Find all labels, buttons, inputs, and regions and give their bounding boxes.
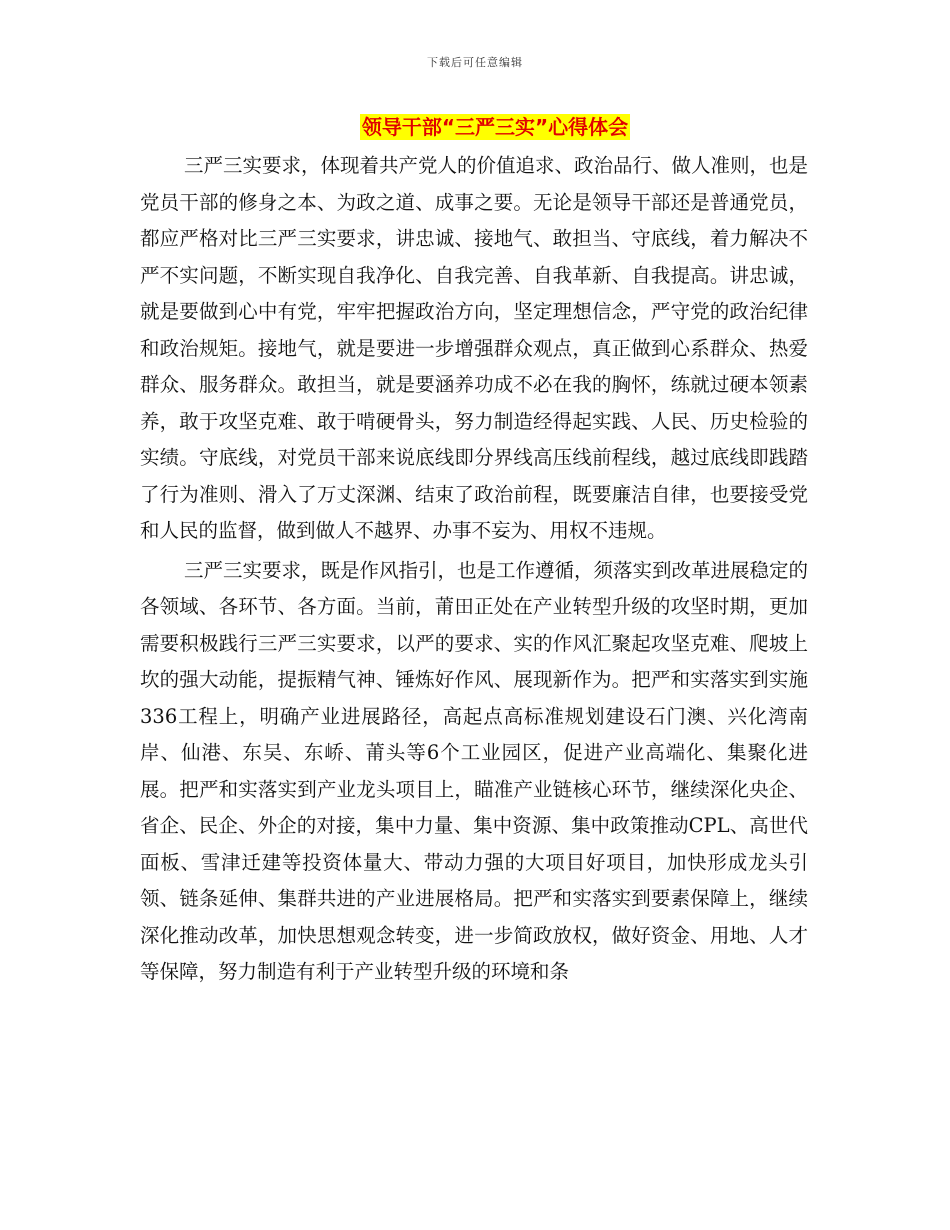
- header-note: 下载后可任意编辑: [427, 56, 523, 69]
- document-title: 领导干部“三严三实”心得体会: [361, 115, 629, 139]
- document-body: [140, 148, 808, 991]
- title-container: [0, 114, 950, 140]
- paragraph: 三严三实要求，体现着共产党人的价值追求、政治品行、做人准则，也是党员干部的修身之本、为政之道、成事之要。无论是领导干部还是普通党员，都应严格对比三严三实要求，讲忠诚、接地气、敢担当、守底线，着力解决不严不实问题，不断实现自我净化、自我完善、自我革新、自我提高。讲忠诚，就是要做到心中有党，牢牢把握政治方向，坚定理想信念，严守党的政治纪律和政治规矩。接地气，就是要进一步增强群众观点，真正做到心系群众、热爱群众、服务群众。敢担当，就是要涵养功成不必在我的胸怀，练就过硬本领素养，敢于攻坚克难、敢于啃硬骨头，努力制造经得起实践、人民、历史检验的实绩。守底线，对党员干部来说底线即分界线高压线前程线，越过底线即践踏了行为准则、滑入了万丈深渊、结束了政治前程，既要廉洁自律，也要接受党和人民的监督，做到做人不越界、办事不妄为、用权不违规。: [140, 154, 809, 542]
- paragraph: 三严三实要求，既是作风指引，也是工作遵循，须落实到改革进展稳定的各领域、各环节、各方面。当前，莆田正处在产业转型升级的攻坚时期，更加需要积极践行三严三实要求，以严的要求、实的作风汇聚起攻坚克难、爬坡上坎的强大动能，提振精气神、锤炼好作风、展现新作为。把严和实落实到实施336工程上，明确产业进展路径，高起点高标准规划建设石门澳、兴化湾南岸、仙港、东吴、东峤、莆头等6个工业园区，促进产业高端化、集聚化进展。把严和实落实到产业龙头项目上，瞄准产业链核心环节，继续深化央企、省企、民企、外企的对接，集中力量、集中资源、集中政策推动CPL、高世代面板、雪津迁建等投资体量大、带动力强的大项目好项目，加快形成龙头引领、链条延伸、集群共进的产业进展格局。把严和实落实到要素保障上，继续深化推动改革，加快思想观念转变，进一步简政放权，做好资金、用地、人才等保障，努力制造有利于产业转型升级的环境和条: [140, 558, 809, 983]
